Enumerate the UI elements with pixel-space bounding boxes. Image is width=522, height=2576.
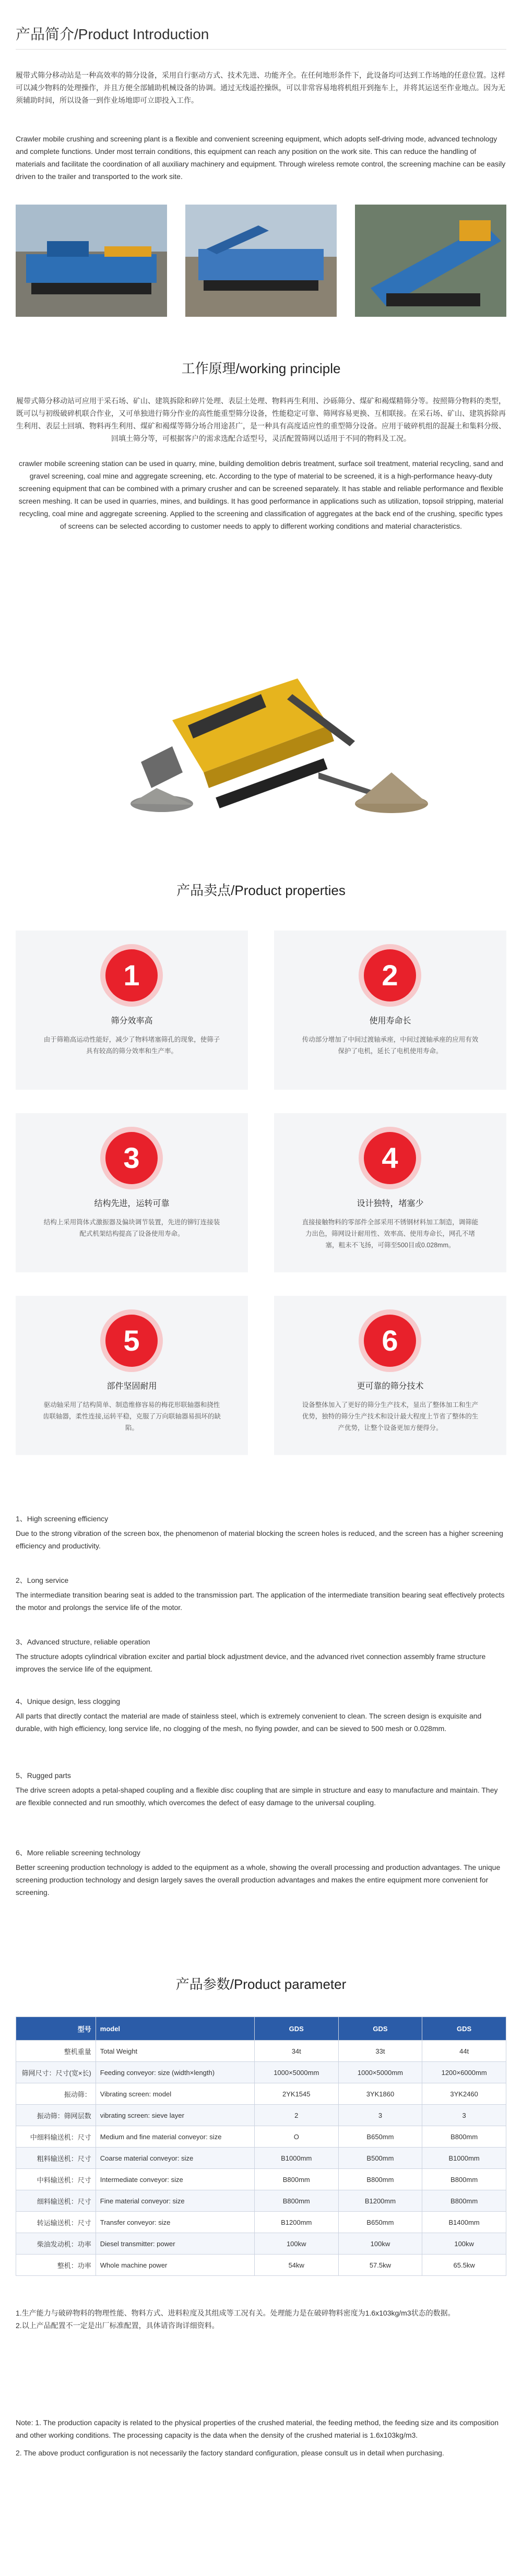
table-cell: Vibrating screen: model: [96, 2083, 254, 2105]
intro-text-cn: 履带式筛分移动站是一种高效率的筛分设备，采用自行驱动方式、技术先进、功能齐全。在任何地形条件下，此设备均可达到工作场地的任意位置。这样可以减少物料的处理操作，并且方便全部辅助机械设备的协调。通过无线遥控操纵，可以非常容易地将机组开到拖车上，并将其运送至作业地点。因为无须辅助时间，所以设备一到作业场地即可立即投入工作。: [16, 71, 505, 104]
table-cell: 振动筛：筛网层数: [16, 2105, 96, 2126]
feature-heading: 2、Long service: [16, 1576, 69, 1584]
feature-body: All parts that directly contact the material are made of stainless steel, which is extremely convenient to clean. The screen design is exquisite and durable, with high efficiency, long service life, no clogging of the mesh, no flying powder, and can be sieved to 500 mesh or 0.028mm.: [16, 1712, 482, 1733]
table-cell: 57.5kw: [338, 2255, 422, 2276]
table-cell: Intermediate conveyor: size: [96, 2169, 254, 2190]
table-cell: 整机重量: [16, 2041, 96, 2062]
table-cell: B800mm: [422, 2190, 506, 2212]
property-card-5: [16, 1296, 248, 1455]
table-cell: 1200×6000mm: [422, 2062, 506, 2083]
properties-title: 产品卖点/Product properties: [176, 882, 346, 898]
table-row: [16, 2083, 506, 2105]
property-card-title: 更可靠的筛分技术: [357, 1382, 424, 1391]
product-photo-3: [355, 205, 506, 317]
feature-item-1: [16, 1513, 506, 1552]
feature-heading: 1、High screening efficiency: [16, 1514, 109, 1523]
table-cell: Whole machine power: [96, 2255, 254, 2276]
table-cell: B1000mm: [254, 2148, 338, 2169]
table-cell: 100kw: [338, 2233, 422, 2255]
property-card-title: 筛分效率高: [111, 1017, 153, 1025]
product-photo-1: [16, 205, 167, 317]
table-row: [16, 2148, 506, 2169]
table-cell: B1200mm: [338, 2190, 422, 2212]
property-card-title: 使用寿命长: [369, 1017, 411, 1025]
feature-item-2: [16, 1575, 506, 1614]
table-cell: 2YK1545: [254, 2083, 338, 2105]
table-cell: B650mm: [338, 2212, 422, 2233]
property-card-title: 结构先进，运转可靠: [94, 1199, 170, 1208]
feature-body: Due to the strong vibration of the screen box, the phenomenon of material blocking the screen holes is reduced, and the screen has a higher screening efficiency and productivity.: [16, 1529, 503, 1550]
feature-heading: 5、Rugged parts: [16, 1771, 71, 1780]
feature-body: Better screening production technology is added to the equipment as a whole, showing the overall processing and production advantages. The unique screening production technology and design largely saves the overall production advantages and makes the entire equipment more convenient for screening.: [16, 1863, 501, 1897]
intro-title: 产品简介/Product Introduction: [16, 23, 506, 50]
principle-title: 工作原理/working principle: [181, 361, 341, 376]
feature-heading: 6、More reliable screening technology: [16, 1848, 140, 1857]
table-cell: 3: [422, 2105, 506, 2126]
note-line: Note: 1. The production capacity is related to the physical properties of the crushed material, the feeding method, the feeding size and its composition and other working conditions. The processing capacity is the data when the density of the crushed material is 1.6x103kg/m3.: [16, 2418, 499, 2439]
parameters-title: 产品参数/Product parameter: [175, 1976, 347, 1992]
product-photo-2: [185, 205, 337, 317]
table-cell: 3: [338, 2105, 422, 2126]
table-header-cell: GDS: [254, 2017, 338, 2041]
table-cell: Diesel transmitter: power: [96, 2233, 254, 2255]
table-header-cell: GDS: [422, 2017, 506, 2041]
table-cell: 3YK2460: [422, 2083, 506, 2105]
property-card-1: [16, 931, 248, 1090]
table-cell: 1000×5000mm: [254, 2062, 338, 2083]
table-cell: 44t: [422, 2041, 506, 2062]
table-cell: 转运输送机：尺寸: [16, 2212, 96, 2233]
table-cell: Feeding conveyor: size (width×length): [96, 2062, 254, 2083]
table-header-cell: model: [96, 2017, 254, 2041]
property-card-4: [274, 1113, 506, 1272]
table-cell: 中细料输送机：尺寸: [16, 2126, 96, 2148]
property-number-badge: 3: [105, 1132, 158, 1184]
feature-heading: 4、Unique design, less clogging: [16, 1697, 121, 1706]
parameters-table: [16, 2017, 506, 2276]
property-card-3: [16, 1113, 248, 1272]
note-line: 1.生产能力与破碎物料的物理性能、物料方式、进料粒度及其组成等工况有关。处理能力是在破碎物料密度为1.6x103kg/m3状态的数据。: [16, 2309, 455, 2317]
table-cell: B500mm: [338, 2148, 422, 2169]
table-cell: 2: [254, 2105, 338, 2126]
notes-cn: [16, 2307, 506, 2332]
feature-heading: 3、Advanced structure, reliable operation: [16, 1638, 150, 1646]
table-header-cell: 型号: [16, 2017, 96, 2041]
property-number-badge: 5: [105, 1315, 158, 1367]
table-cell: B1000mm: [422, 2148, 506, 2169]
table-cell: 54kw: [254, 2255, 338, 2276]
table-header-cell: GDS: [338, 2017, 422, 2041]
table-cell: 100kw: [422, 2233, 506, 2255]
table-cell: Coarse material conveyor: size: [96, 2148, 254, 2169]
table-cell: 中料输送机：尺寸: [16, 2169, 96, 2190]
table-cell: vibrating screen: sieve layer: [96, 2105, 254, 2126]
table-cell: 筛网尺寸：尺寸(宽×长): [16, 2062, 96, 2083]
table-cell: 1000×5000mm: [338, 2062, 422, 2083]
table-cell: 100kw: [254, 2233, 338, 2255]
table-cell: 整机：功率: [16, 2255, 96, 2276]
notes-en: [16, 2416, 506, 2459]
property-number-badge: 1: [105, 949, 158, 1001]
table-row: [16, 2169, 506, 2190]
property-card-desc: 传动部分增加了中间过渡轴承座，中间过渡轴承座的应用有效保护了电机，延长了电机使用寿命。: [302, 1036, 479, 1055]
table-row: [16, 2105, 506, 2126]
table-cell: B800mm: [254, 2169, 338, 2190]
table-cell: 细料输送机：尺寸: [16, 2190, 96, 2212]
principle-machine-image: [16, 616, 506, 835]
property-card-desc: 结构上采用筒体式激振器及偏块调节装置，先进的铆钉连接装配式机架结构提高了设备使用寿命。: [43, 1219, 220, 1237]
table-cell: B650mm: [338, 2126, 422, 2148]
property-card-6: [274, 1296, 506, 1455]
table-cell: B800mm: [254, 2190, 338, 2212]
table-row: [16, 2062, 506, 2083]
table-cell: Total Weight: [96, 2041, 254, 2062]
table-row: [16, 2190, 506, 2212]
table-cell: B1400mm: [422, 2212, 506, 2233]
table-cell: 34t: [254, 2041, 338, 2062]
principle-text-en: crawler mobile screening station can be used in quarry, mine, building demolition debris treatment, surface soil treatment, material recycling, sand and gravel screening, coal mine and aggregate screening, etc. According to the type of material to be screened, it is a high-performance heavy-duty screening equipment that can be combined with a primary crusher and can be screened separately. It has stable and reliable performance and flexible screen meshing. It can be used in quarries, mines, and buildings. It has good performance in applications such as utilization, topsoil stripping, material recycling, coal mine and aggregate screening. Applied to the screening and classification of aggregates at the back end of the crushing, specific types of screens can be selected according to customer needs to apply to different working conditions and material characteristics.: [18, 459, 504, 530]
property-card-title: 部件坚固耐用: [106, 1382, 157, 1391]
table-cell: O: [254, 2126, 338, 2148]
table-cell: Transfer conveyor: size: [96, 2212, 254, 2233]
table-cell: 65.5kw: [422, 2255, 506, 2276]
property-card-title: 设计独特，堵塞少: [357, 1199, 424, 1208]
table-row: [16, 2255, 506, 2276]
table-cell: B800mm: [422, 2126, 506, 2148]
feature-body: The structure adopts cylindrical vibration exciter and partial block adjustment device, and the advanced rivet connection assembly frame structure improves the service life of the equipment.: [16, 1652, 486, 1673]
table-cell: 振动筛：: [16, 2083, 96, 2105]
feature-item-3: [16, 1637, 506, 1675]
table-cell: B800mm: [338, 2169, 422, 2190]
property-card-2: [274, 931, 506, 1090]
property-number-badge: 4: [364, 1132, 416, 1184]
table-cell: 33t: [338, 2041, 422, 2062]
table-header-row: [16, 2017, 506, 2041]
property-card-desc: 驱动轴采用了结构简单、制造维修容易的梅花形联轴器和挠性齿联轴器，柔性连接,运转平稳，克服了万向联轴器易损坏的缺陷。: [43, 1401, 221, 1432]
property-card-desc: 由于筛箱高运动性能好，减少了物料堵塞筛孔的现象，使筛子具有较高的筛分效率和生产率。: [43, 1036, 220, 1055]
table-cell: 粗料输送机：尺寸: [16, 2148, 96, 2169]
table-cell: Fine material conveyor: size: [96, 2190, 254, 2212]
table-cell: B1200mm: [254, 2212, 338, 2233]
table-row: [16, 2233, 506, 2255]
table-cell: Medium and fine material conveyor: size: [96, 2126, 254, 2148]
intro-text-en: Crawler mobile crushing and screening plant is a flexible and convenient screening equipment, which adopts self-driving mode, advanced technology and complete functions. Under most terrain conditions, this equipment can reach any position on the work site. This can reduce the handling of materials and facilitate the coordination of all auxiliary machinery and equipment. Through wireless remote control, the screening machine can be easily driven to the trailer and transported to the work site.: [16, 135, 506, 181]
feature-item-4: [16, 1696, 506, 1735]
feature-item-6: [16, 1847, 506, 1899]
table-cell: 3YK1860: [338, 2083, 422, 2105]
property-card-desc: 直接接触物料的零部件全部采用不锈钢材料加工制造，调筛能力出色，筛网设计耐用性、效率高、使用寿命长，网孔不堵塞，粗未不飞扬，可筛至500目或0.028mm。: [302, 1219, 479, 1249]
table-row: [16, 2041, 506, 2062]
principle-text-cn: 履带式筛分移动站可应用于采石场、矿山、建筑拆除和碎片处理、表层土处理、物料再生利用、沙砾筛分、煤矿和褐煤精筛分等。按照筛分物料的类型，既可以与初级破碎机联合作业，又可单独进行筛分作业的高性能重型筛分设备，性能稳定可靠、筛网容易更换、互相联接。在采石场、矿山、建筑拆除再生利用、表层土回填、物料再生利用、煤矿和褐煤等筛分场合用途甚广，是一种具有高度适应性的重型筛分设备。应用于破碎机组的混凝土和集料分级、回填土筛分等，可根据客户的需求选配合适型号，灵活配置筛网以适用于不同的物料及工况。: [16, 397, 506, 443]
property-card-desc: 设备整体加入了更好的筛分生产技术，显出了整体加工和生产优势，独特的筛分生产技术和设计最大程度上节省了整体的生产优势，让整个设备更加方便得分。: [302, 1401, 479, 1432]
note-line: 2.以上产品配置不一定是出厂标准配置，具体请咨询详细资料。: [16, 2321, 219, 2330]
note-line: 2. The above product configuration is not necessarily the factory standard configuration, please consult us in detail when purchasing.: [16, 2449, 444, 2457]
property-number-badge: 2: [364, 949, 416, 1001]
table-row: [16, 2212, 506, 2233]
property-number-badge: 6: [364, 1315, 416, 1367]
table-row: [16, 2126, 506, 2148]
feature-body: The drive screen adopts a petal-shaped coupling and a flexible disc coupling that are simple in structure and easy to manufacture and maintain. They are flexible connected and run smoothly, which overcomes the defect of easy damage to the universal coupling.: [16, 1786, 498, 1807]
feature-item-5: [16, 1770, 506, 1809]
feature-body: The intermediate transition bearing seat is added to the transmission part. The application of the intermediate transition bearing seat effectively protects the motor and prolongs the service life of the motor.: [16, 1591, 505, 1612]
table-cell: B800mm: [422, 2169, 506, 2190]
table-cell: 柴油发动机：功率: [16, 2233, 96, 2255]
